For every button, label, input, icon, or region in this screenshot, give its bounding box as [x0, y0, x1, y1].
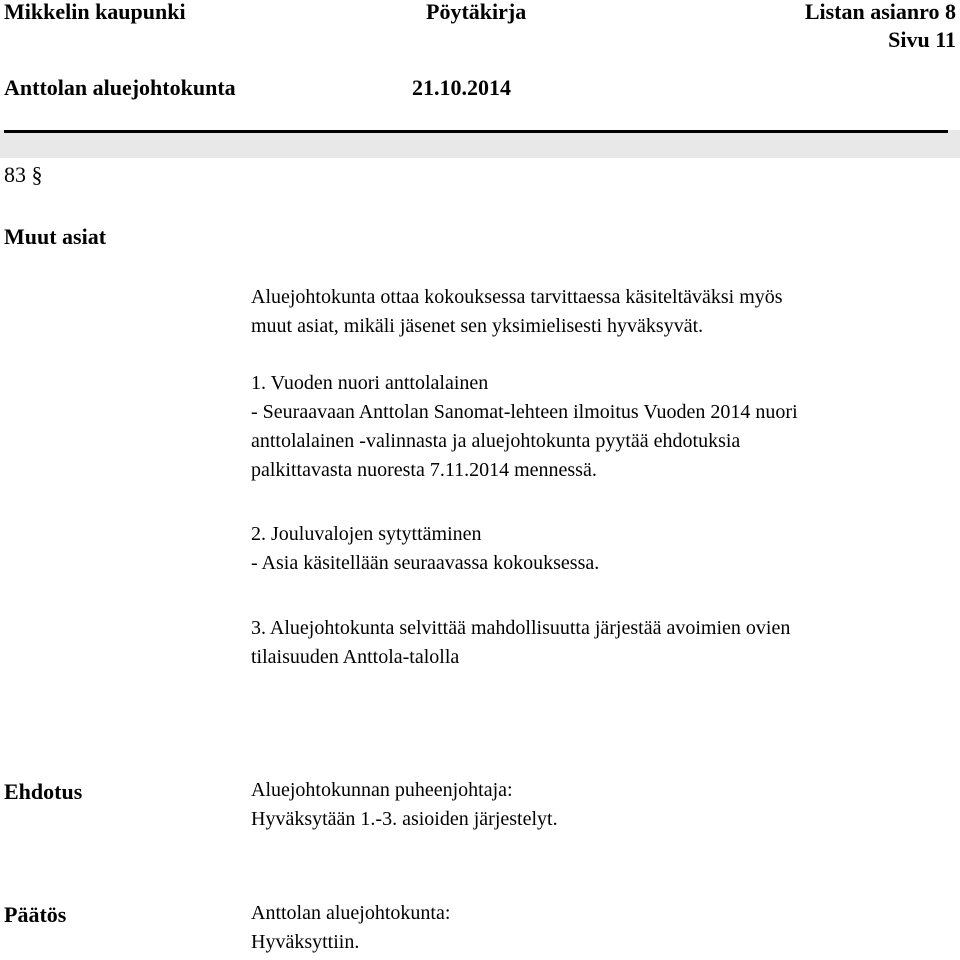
subitem-heading: 2. Jouluvalojen sytyttäminen [251, 523, 482, 545]
text-line: anttolalainen -valinnasta ja aluejohtokunta pyytää ehdotuksia [251, 430, 741, 452]
header-separator-band [0, 130, 960, 158]
agenda-subitem-2 [251, 520, 951, 578]
text-line: Aluejohtokunta ottaa kokouksessa tarvittaessa käsiteltäväksi myös [251, 286, 783, 308]
decision-text [251, 899, 951, 957]
page-number: Sivu 11 [888, 27, 956, 52]
decision-label: Päätös [4, 902, 67, 927]
header-meeting-row [4, 76, 956, 100]
document-type: Pöytäkirja [426, 0, 527, 24]
text-line: Hyväksytään 1.-3. asioiden järjestelyt. [251, 808, 558, 830]
header-top-row [4, 0, 956, 24]
text-line: - Seuraavaan Anttolan Sanomat-lehteen ilmoitus Vuoden 2014 nuori [251, 401, 798, 423]
header-page-row [4, 28, 956, 52]
meeting-date: 21.10.2014 [412, 75, 511, 100]
text-line: - Asia käsitellään seuraavassa kokouksessa. [251, 552, 600, 574]
text-line: tilaisuuden Anttola-talolla [251, 646, 460, 668]
proposal-text [251, 776, 951, 834]
text-line: Aluejohtokunnan puheenjohtaja: [251, 779, 513, 801]
agenda-item-number: Listan asianro 8 [804, 0, 956, 24]
subitem-heading: 3. Aluejohtokunta selvittää mahdollisuutta järjestää avoimien ovien [251, 617, 791, 639]
text-line: Anttolan aluejohtokunta: [251, 902, 451, 924]
intro-paragraph [251, 283, 951, 341]
proposal-label: Ehdotus [4, 779, 83, 804]
agenda-subitem-3 [251, 614, 951, 672]
text-line: palkittavasta nuoresta 7.11.2014 mennessä. [251, 459, 597, 481]
text-line: Hyväksyttiin. [251, 931, 360, 953]
section-title: Muut asiat [4, 224, 107, 249]
text-line: muut asiat, mikäli jäsenet sen yksimielisesti hyväksyvät. [251, 315, 704, 337]
subitem-heading: 1. Vuoden nuori anttolalainen [251, 372, 489, 394]
agenda-subitem-1 [251, 369, 951, 485]
body-name: Anttolan aluejohtokunta [4, 75, 236, 100]
organization-name: Mikkelin kaupunki [4, 0, 186, 24]
header-separator-line [4, 130, 948, 133]
section-number: 83 § [4, 162, 43, 187]
